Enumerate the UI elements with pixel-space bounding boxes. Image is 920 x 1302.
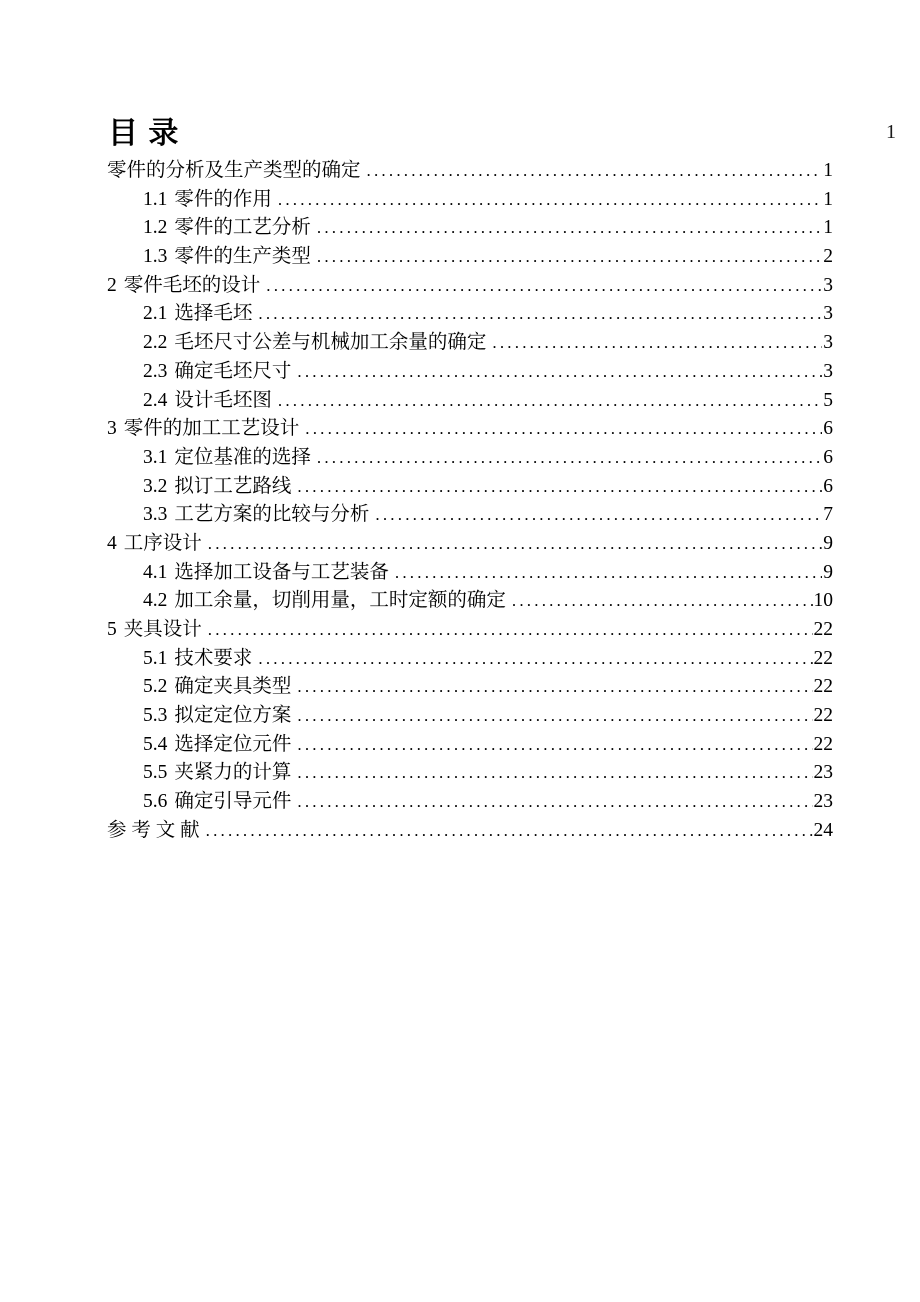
toc-entry-number: 3.3 — [143, 504, 168, 526]
toc-entry[interactable] — [107, 214, 833, 243]
toc-entry[interactable] — [107, 186, 833, 215]
toc-entry[interactable] — [107, 358, 833, 387]
toc-entry[interactable] — [107, 473, 833, 502]
toc-entry-number: 1.1 — [143, 188, 168, 210]
dot-leader — [492, 329, 822, 358]
toc-entry[interactable] — [107, 444, 833, 473]
toc-entry-number: 2.4 — [143, 389, 168, 411]
toc-entry-page: 10 — [813, 590, 833, 612]
toc-entry-page: 1 — [823, 188, 833, 210]
toc-entry[interactable] — [107, 673, 833, 702]
toc-entry-label: 设计毛坯图 — [174, 389, 272, 411]
toc-entry-number: 5.1 — [143, 647, 168, 669]
toc-entry[interactable] — [107, 157, 833, 186]
toc-entry-page: 3 — [823, 303, 833, 325]
toc-entry-label: 选择毛坯 — [174, 303, 253, 325]
toc-entry-label: 零件的加工工艺设计 — [123, 418, 300, 440]
toc-entry-page: 22 — [813, 676, 833, 698]
toc-entry[interactable] — [107, 702, 833, 731]
dot-leader — [266, 272, 822, 301]
toc-entry[interactable] — [107, 817, 833, 846]
toc-entry[interactable] — [107, 329, 833, 358]
dot-leader — [512, 587, 813, 616]
dot-leader — [317, 444, 822, 473]
dot-leader — [278, 186, 822, 215]
toc-entry-page: 1 — [823, 160, 833, 181]
toc-entry-label: 零件毛坯的设计 — [123, 274, 261, 296]
header-page-number: 1 — [886, 121, 896, 143]
toc-entry[interactable] — [107, 415, 833, 444]
toc-entry-number: 5.4 — [143, 733, 168, 755]
toc-entry-label: 确定夹具类型 — [174, 676, 292, 698]
toc-entry[interactable] — [107, 272, 833, 301]
dot-leader — [375, 501, 822, 530]
toc-entry-page: 24 — [813, 819, 833, 841]
dot-leader — [208, 530, 822, 559]
toc-entry-number: 5 — [107, 619, 117, 640]
toc-entry-page: 9 — [823, 532, 833, 554]
toc-entry[interactable] — [107, 759, 833, 788]
toc-entry[interactable] — [107, 530, 833, 559]
toc-entry-label: 毛坯尺寸公差与机械加工余量的确定 — [174, 332, 487, 354]
toc-entry[interactable] — [107, 645, 833, 674]
toc-entry-label: 技术要求 — [174, 647, 253, 669]
toc-entry-number: 2.2 — [143, 332, 168, 354]
toc-entry-page: 3 — [823, 274, 833, 296]
dot-leader — [258, 645, 812, 674]
toc-entry[interactable] — [107, 616, 833, 645]
toc-entry-label: 夹具设计 — [123, 619, 202, 640]
toc-entry-page: 3 — [823, 332, 833, 354]
toc-entry-label: 工序设计 — [123, 532, 202, 554]
toc-entry-number: 5.5 — [143, 762, 168, 784]
toc-entry-number: 3.1 — [143, 446, 168, 468]
toc-entry[interactable] — [107, 501, 833, 530]
dot-leader — [208, 616, 813, 645]
toc-entry[interactable] — [107, 300, 833, 329]
toc-entry-page: 6 — [823, 446, 833, 468]
dot-leader — [258, 300, 822, 329]
toc-entry-page: 6 — [823, 418, 833, 440]
dot-leader — [206, 817, 813, 846]
toc-entry[interactable] — [107, 559, 833, 588]
dot-leader — [317, 214, 822, 243]
toc-entry-number: 4.1 — [143, 561, 168, 583]
dot-leader — [395, 559, 822, 588]
toc-entry-label: 零件的生产类型 — [174, 246, 311, 268]
toc-entry-number: 2.3 — [143, 360, 168, 382]
dot-leader — [305, 415, 822, 444]
toc-list — [107, 157, 833, 846]
toc-entry-number: 3 — [107, 418, 117, 440]
toc-entry-page: 22 — [813, 619, 833, 640]
toc-entry[interactable] — [107, 387, 833, 416]
toc-entry-page: 5 — [823, 389, 833, 411]
toc-entry-page: 2 — [823, 246, 833, 268]
toc-entry-number: 4.2 — [143, 590, 168, 612]
toc-entry-label: 参 考 文 献 — [107, 819, 200, 841]
dot-leader — [297, 358, 822, 387]
toc-entry-number: 2.1 — [143, 303, 168, 325]
toc-entry-number: 5.3 — [143, 705, 168, 727]
toc-entry-number: 1.2 — [143, 217, 168, 239]
toc-entry-label: 拟订工艺路线 — [174, 475, 292, 497]
toc-entry-page: 6 — [823, 475, 833, 497]
dot-leader — [297, 473, 822, 502]
dot-leader — [297, 788, 812, 817]
toc-entry-number: 5.2 — [143, 676, 168, 698]
toc-title: 目 录 — [108, 117, 180, 150]
toc-entry[interactable] — [107, 731, 833, 760]
toc-entry-label: 确定引导元件 — [174, 791, 292, 813]
toc-entry-page: 1 — [823, 217, 833, 239]
dot-leader — [297, 673, 812, 702]
toc-entry-number: 5.6 — [143, 791, 168, 813]
toc-entry[interactable] — [107, 788, 833, 817]
toc-entry-number: 3.2 — [143, 475, 168, 497]
toc-entry-label: 零件的工艺分析 — [174, 217, 311, 239]
toc-entry-page: 22 — [813, 647, 833, 669]
toc-entry-label: 定位基准的选择 — [174, 446, 311, 468]
dot-leader — [297, 759, 812, 788]
toc-entry-number: 2 — [107, 274, 117, 296]
toc-entry-page: 7 — [823, 504, 833, 526]
toc-entry-page: 9 — [823, 561, 833, 583]
toc-entry-number: 1.3 — [143, 246, 168, 268]
toc-entry-label: 零件的作用 — [174, 188, 272, 210]
toc-entry-label: 确定毛坯尺寸 — [174, 360, 292, 382]
toc-entry-page: 23 — [813, 762, 833, 784]
toc-entry[interactable] — [107, 587, 833, 616]
toc-entry-label: 夹紧力的计算 — [174, 762, 292, 784]
dot-leader — [297, 731, 812, 760]
toc-entry-label: 选择加工设备与工艺装备 — [174, 561, 389, 583]
toc-entry[interactable] — [107, 243, 833, 272]
toc-entry-label: 拟定定位方案 — [174, 705, 292, 727]
dot-leader — [297, 702, 812, 731]
toc-entry-page: 22 — [813, 733, 833, 755]
toc-entry-label: 选择定位元件 — [174, 733, 292, 755]
toc-entry-page: 22 — [813, 705, 833, 727]
dot-leader — [317, 243, 822, 272]
toc-entry-page: 23 — [813, 791, 833, 813]
dot-leader — [367, 157, 823, 186]
toc-entry-label: 零件的分析及生产类型的确定 — [107, 160, 361, 181]
toc-entry-label: 加工余量，切削用量，工时定额的确定 — [174, 590, 506, 612]
toc-entry-number: 4 — [107, 532, 117, 554]
dot-leader — [278, 387, 822, 416]
toc-entry-page: 3 — [823, 360, 833, 382]
toc-entry-label: 工艺方案的比较与分析 — [174, 504, 370, 526]
